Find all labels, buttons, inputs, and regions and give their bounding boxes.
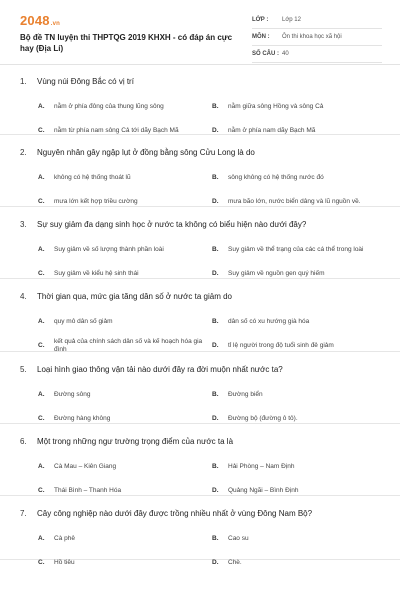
question-text: Sự suy giảm đa dạng sinh học ở nước ta không có biểu hiện nào dưới đây? [37, 220, 307, 229]
question-item [0, 279, 400, 352]
option-text: Đường sông [54, 390, 91, 398]
option-letter: B. [212, 462, 219, 470]
question-number: 7. [20, 509, 27, 518]
option-letter: C. [38, 341, 45, 349]
answer-option[interactable] [38, 238, 212, 262]
option-letter: A. [38, 173, 45, 181]
option-text: Chè. [228, 558, 242, 566]
option-letter: C. [38, 558, 45, 566]
answer-options [38, 166, 390, 214]
question-text: Thời gian qua, mức gia tăng dân số ở nước ta giảm do [37, 292, 232, 301]
option-text: Hồ tiêu [54, 558, 75, 566]
answer-option[interactable] [212, 310, 386, 334]
option-text: nằm ở phía nam dãy Bạch Mã [228, 126, 316, 134]
option-letter: A. [38, 390, 45, 398]
question-text: Một trong những ngư trường trọng điểm của nước ta là [37, 437, 234, 446]
answer-option[interactable] [38, 190, 212, 214]
option-letter: C. [38, 414, 45, 422]
option-text: sông không có hệ thống nước đó [228, 173, 324, 181]
question-text: Loại hình giao thông vận tải nào dưới đây ra đời muộn nhất nước ta? [37, 365, 283, 374]
question-number: 2. [20, 148, 27, 157]
answer-option[interactable] [38, 407, 212, 431]
option-letter: C. [38, 126, 45, 134]
question-number: 5. [20, 365, 27, 374]
question-text: Vùng núi Đông Bắc có vị trí [37, 77, 134, 86]
document-header [0, 0, 400, 65]
option-letter: D. [212, 486, 219, 494]
option-text: Cao su [228, 534, 249, 542]
site-logo[interactable] [20, 13, 60, 29]
meta-value: 40 [282, 51, 289, 57]
question-item [0, 207, 400, 279]
option-letter: B. [212, 102, 219, 110]
meta-key: LỚP : [252, 17, 269, 23]
option-text: Quảng Ngãi – Bình Định [228, 486, 299, 494]
option-letter: D. [212, 126, 219, 134]
option-letter: C. [38, 486, 45, 494]
option-text: Đường bộ (đường ô tô). [228, 414, 298, 422]
question-number: 3. [20, 220, 27, 229]
answer-options [38, 310, 390, 358]
option-letter: D. [212, 269, 219, 277]
answer-option[interactable] [38, 95, 212, 119]
option-letter: A. [38, 245, 45, 253]
option-text: mưa bão lớn, nước biển dâng và lũ nguồn về. [228, 197, 361, 205]
meta-value: Ôn thi khoa học xã hội [282, 34, 342, 40]
option-text: quy mô dân số giảm [54, 317, 113, 325]
answer-option[interactable] [212, 190, 386, 214]
option-letter: B. [212, 534, 219, 542]
option-text: nằm ở phía đông của thung lũng sông [54, 102, 164, 110]
option-letter: A. [38, 317, 45, 325]
logo-text: 2048 [20, 13, 50, 28]
question-item [0, 352, 400, 424]
option-text: nằm giữa sông Hồng và sông Cả [228, 102, 324, 110]
answer-option[interactable] [38, 527, 212, 551]
answer-option[interactable] [38, 310, 212, 334]
answer-option[interactable] [212, 407, 386, 431]
option-text: dân số có xu hướng già hóa [228, 317, 310, 325]
question-title [20, 508, 400, 519]
question-text: Nguyên nhân gây ngập lụt ở đồng bằng sông Cửu Long là do [37, 148, 255, 157]
answer-options [38, 527, 390, 575]
answer-option[interactable] [212, 455, 386, 479]
option-letter: D. [212, 341, 219, 349]
answer-option[interactable] [38, 166, 212, 190]
meta-row-class [252, 12, 382, 29]
option-letter: B. [212, 317, 219, 325]
option-text: Cà phê [54, 534, 75, 542]
answer-option[interactable] [212, 166, 386, 190]
option-text: nằm từ phía nam sông Cả tới dãy Bạch Mã [54, 126, 179, 134]
question-list [0, 64, 400, 566]
option-text: Đường biển [228, 390, 263, 398]
answer-option[interactable] [212, 238, 386, 262]
option-letter: B. [212, 390, 219, 398]
answer-option[interactable] [38, 383, 212, 407]
document-title: Bộ đề TN luyện thi THPTQG 2019 KHXH - có đáp án cực hay (Địa Lí) [20, 33, 233, 53]
question-title [20, 436, 400, 447]
answer-option[interactable] [212, 262, 386, 286]
answer-option[interactable] [38, 119, 212, 143]
answer-option[interactable] [212, 551, 386, 575]
question-title [20, 291, 400, 302]
question-title [20, 76, 400, 87]
answer-options [38, 238, 390, 286]
option-text: Cà Mau – Kiên Giang [54, 462, 117, 470]
question-number: 6. [20, 437, 27, 446]
meta-row-subject [252, 29, 382, 46]
option-text: tỉ lệ người trong độ tuổi sinh đẻ giảm [228, 341, 334, 349]
question-number: 4. [20, 292, 27, 301]
answer-option[interactable] [212, 383, 386, 407]
option-text: Suy giảm về kiểu hệ sinh thái [54, 269, 139, 277]
answer-option[interactable] [38, 262, 212, 286]
logo-tld: .vn [50, 21, 61, 27]
option-text: Suy giảm về nguồn gen quý hiếm [228, 269, 325, 277]
question-item [0, 496, 400, 566]
answer-option[interactable] [38, 479, 212, 503]
option-letter: D. [212, 197, 219, 205]
question-text: Cây công nghiệp nào dưới đây được trồng nhiều nhất ở vùng Đông Nam Bộ? [37, 509, 313, 518]
option-letter: A. [38, 534, 45, 542]
answer-option[interactable] [212, 334, 386, 358]
meta-row-count [252, 46, 382, 63]
question-item [0, 424, 400, 496]
meta-value: Lớp 12 [282, 17, 301, 23]
document-meta [252, 12, 382, 63]
option-text: mưa lớn kết hợp triều cường [54, 197, 138, 205]
answer-option[interactable] [212, 527, 386, 551]
answer-option[interactable] [212, 119, 386, 143]
answer-options [38, 383, 390, 431]
question-title [20, 364, 400, 375]
answer-option[interactable] [212, 95, 386, 119]
option-text: không có hệ thống thoát lũ [54, 173, 131, 181]
answer-option[interactable] [212, 479, 386, 503]
option-text: kết quả của chính sách dân số và kế hoạch hóa gia đình [54, 337, 203, 353]
option-text: Đường hàng không [54, 414, 111, 422]
answer-option[interactable] [38, 551, 212, 575]
answer-options [38, 455, 390, 503]
option-letter: C. [38, 269, 45, 277]
option-letter: D. [212, 558, 219, 566]
meta-key: MÔN : [252, 34, 270, 40]
answer-option[interactable] [38, 455, 212, 479]
question-title [20, 219, 400, 230]
option-text: Suy giảm về số lượng thành phần loài [54, 245, 164, 253]
option-text: Thái Bình – Thanh Hóa [54, 486, 122, 494]
option-letter: C. [38, 197, 45, 205]
answer-options [38, 95, 390, 143]
meta-key: SỐ CÂU : [252, 51, 279, 57]
option-letter: B. [212, 173, 219, 181]
option-text: Hải Phòng – Nam Định [228, 462, 295, 470]
option-text: Suy giảm về thể trạng của các cá thể trong loài [228, 245, 364, 253]
question-number: 1. [20, 77, 27, 86]
option-letter: A. [38, 462, 45, 470]
question-item [0, 135, 400, 207]
question-title [20, 147, 400, 158]
option-letter: D. [212, 414, 219, 422]
question-item [0, 64, 400, 135]
answer-option[interactable] [38, 334, 212, 358]
option-letter: A. [38, 102, 45, 110]
option-letter: B. [212, 245, 219, 253]
